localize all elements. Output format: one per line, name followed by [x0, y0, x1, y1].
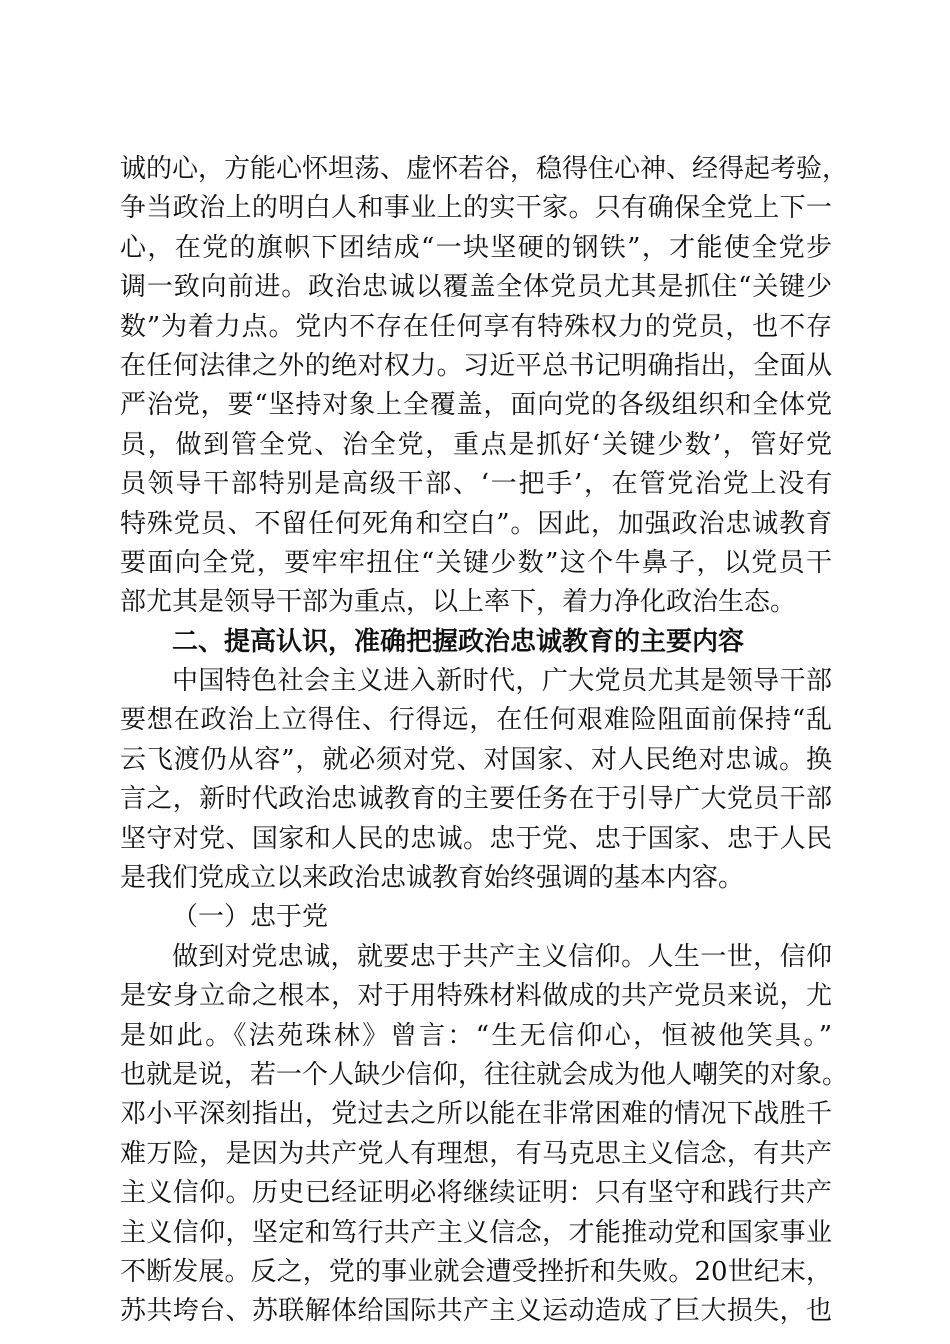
text-line: 员领导干部特别是高级干部、‘一把手’，在管党治党上没有 [120, 469, 832, 500]
subsection-heading-text: （一）忠于党 [172, 902, 329, 933]
subsection-heading [120, 898, 832, 937]
text-line: 在任何法律之外的绝对权力。习近平总书记明确指出，全面从 [120, 350, 832, 381]
text-line: 中国特色社会主义进入新时代，广大党员尤其是领导干部 [172, 666, 832, 697]
section-heading-text: 二、提高认识，准确把握政治忠诚教育的主要内容 [172, 626, 745, 657]
text-line: 心，在党的旗帜下团结成“一块坚硬的钢铁”，才能使全党步 [120, 232, 832, 263]
text-line: 争当政治上的明白人和事业上的实干家。只有确保全党上下一 [120, 193, 832, 224]
text-line: 数”为着力点。党内不存在任何享有特殊权力的党员，也不存 [120, 311, 832, 342]
text-line: 云飞渡仍从容”，就必须对党、对国家、对人民绝对忠诚。换 [120, 744, 832, 775]
text-line: 不断发展。反之，党的事业就会遭受挫折和失败。20世纪末， [120, 1256, 832, 1287]
paragraph-loyal-to-party [120, 938, 849, 1332]
text-line: 是如此。《法苑珠林》曾言：“生无信仰心，恒被他笑具。” [120, 1020, 832, 1051]
paragraph-main-content-intro [120, 662, 832, 898]
text-line: 邓小平深刻指出，党过去之所以能在非常困难的情况下战胜千 [120, 1099, 832, 1130]
text-line: 主义信仰。历史已经证明必将继续证明：只有坚守和践行共产 [120, 1178, 832, 1209]
text-line: 做到对党忠诚，就要忠于共产主义信仰。人生一世，信仰 [172, 941, 832, 972]
text-line: 严治党，要“坚持对象上全覆盖，面向党的各级组织和全体党 [120, 390, 832, 421]
section-heading [120, 623, 832, 662]
document-body [120, 150, 849, 1332]
text-line: 调一致向前进。政治忠诚以覆盖全体党员尤其是抓住“关键少 [120, 272, 832, 303]
text-line: 苏共垮台、苏联解体给国际共产主义运动造成了巨大损失，也 [120, 1296, 832, 1327]
text-line: 难万险，是因为共产党人有理想，有马克思主义信念，有共产 [120, 1138, 832, 1169]
text-line: 是我们党成立以来政治忠诚教育始终强调的基本内容。 [120, 863, 745, 894]
text-line: 员，做到管全党、治全党，重点是抓好‘关键少数’，管好党 [120, 429, 832, 460]
text-line: 是安身立命之根本，对于用特殊材料做成的共产党员来说，尤 [120, 981, 832, 1012]
text-line: 坚守对党、国家和人民的忠诚。忠于党、忠于国家、忠于人民 [120, 823, 832, 854]
text-line: 主义信仰，坚定和笃行共产主义信念，才能推动党和国家事业 [120, 1217, 832, 1248]
text-line: 诚的心，方能心怀坦荡、虚怀若谷，稳得住心神、经得起考验， [120, 154, 849, 184]
text-line: 特殊党员、不留任何死角和空白”。因此，加强政治忠诚教育 [120, 508, 832, 539]
text-line: 言之，新时代政治忠诚教育的主要任务在于引导广大党员干部 [120, 784, 832, 815]
text-line: 也就是说，若一个人缺少信仰，往往就会成为他人嘲笑的对象。 [120, 1059, 849, 1090]
paragraph-political-loyalty-coverage [120, 150, 849, 623]
text-line: 要想在政治上立得住、行得远，在任何艰难险阻面前保持“乱 [120, 705, 832, 736]
text-line: 部尤其是领导干部为重点，以上率下，着力净化政治生态。 [120, 587, 797, 618]
text-line: 要面向全党，要牢牢扭住“关键少数”这个牛鼻子，以党员干 [120, 547, 832, 578]
